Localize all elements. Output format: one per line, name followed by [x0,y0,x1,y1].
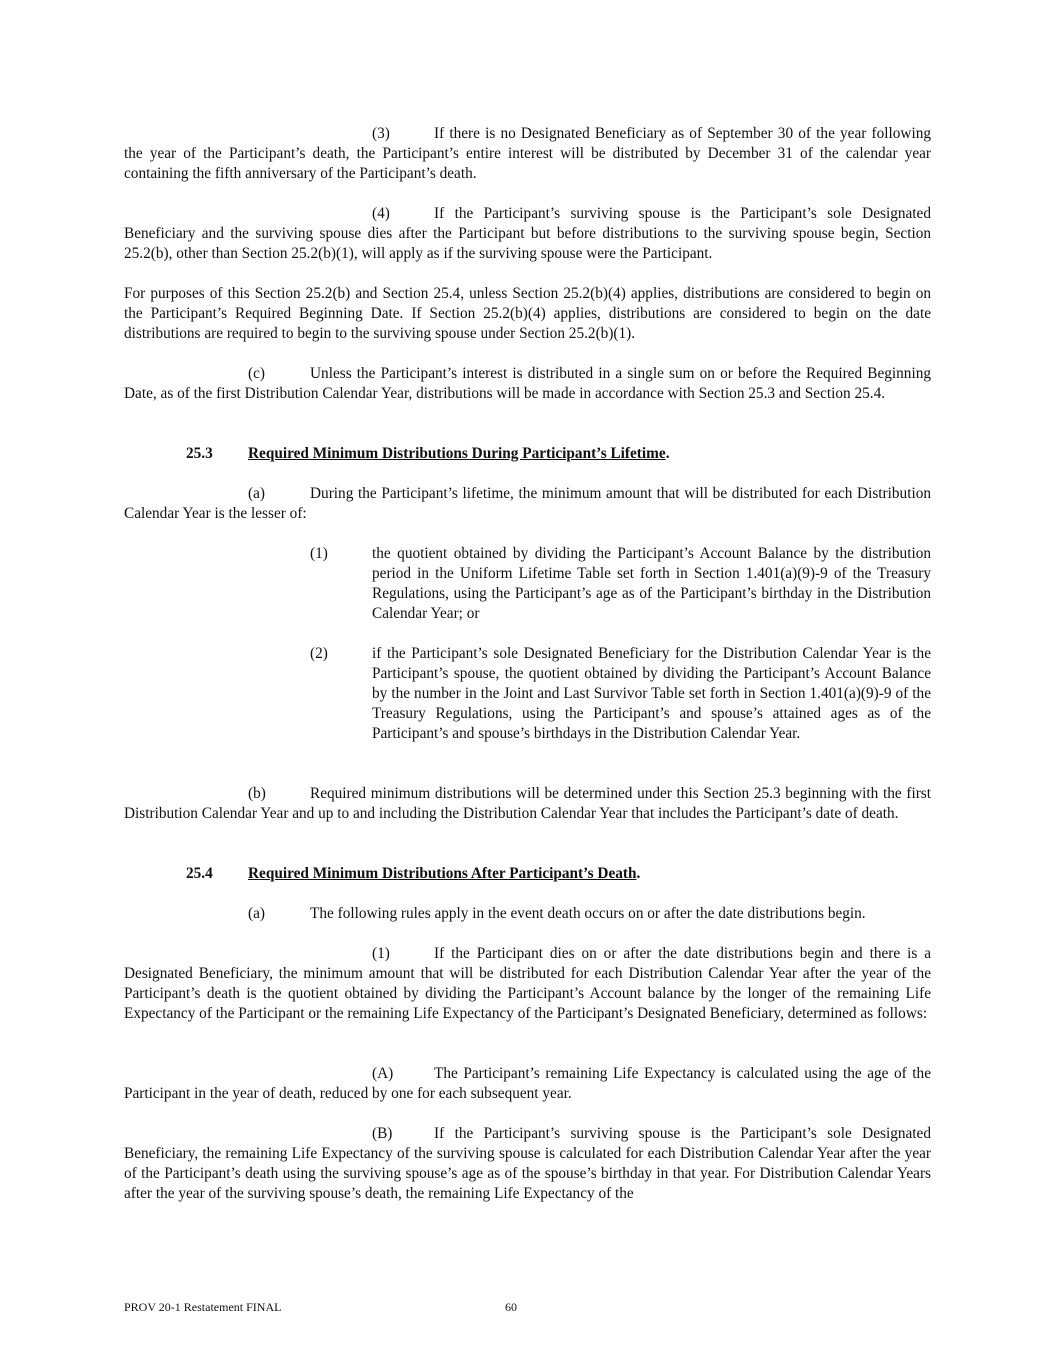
paragraph-25-2-b-4 [124,204,931,264]
paragraph-number: (4) [372,205,390,222]
list-item-number: (2) [310,645,328,662]
paragraph-number: (a) [248,905,265,922]
paragraph-25-4-a-1-A [124,1064,931,1104]
section-heading-25-4: 25.4 Required Minimum Distributions After Participant’s Death. [186,865,641,882]
paragraph-for-purposes [124,284,931,344]
section-heading-25-3: 25.3 Required Minimum Distributions During Participant’s Lifetime. [186,445,670,462]
paragraph-25-4-a-1-B [124,1124,931,1204]
paragraph-text: If the Participant dies on or after the date distributions begin and there is a Designated Beneficiary, the minimum amount that will be distributed for each Distribution Calendar Year after the year of the Participant’s death is the quotient obtained by dividing the Participant’s Account balance by the longer of the remaining Life Expectancy of the Participant or the remaining Life Expectancy of the Participant’s Designated Beneficiary, determined as follows: [124,945,931,1022]
paragraph-text: Required minimum distributions will be determined under this Section 25.3 beginning with the first Distribution Calendar Year and up to and including the Distribution Calendar Year that includes the Participant’s date of death. [124,785,931,822]
paragraph-text: The following rules apply in the event death occurs on or after the date distributions begin. [310,905,866,922]
paragraph-text: During the Participant’s lifetime, the minimum amount that will be distributed for each Distribution Calendar Year is the lesser of: [124,485,931,522]
paragraph-number: (B) [372,1125,393,1142]
section-number: 25.4 [186,865,213,882]
paragraph-text: If the Participant’s surviving spouse is the Participant’s sole Designated Beneficiary, the remaining Life Expectancy of the surviving spouse is calculated for each Distribution Calendar Year after the year of the Participant’s death using the surviving spouse’s age as of the spouse’s birthday in that year. For Distribution Calendar Years after the year of the surviving spouse’s death, the remaining Life Expectancy of the [124,1125,931,1202]
paragraph-text: If the Participant’s surviving spouse is the Participant’s sole Designated Beneficiary and the surviving spouse dies after the Participant but before distributions to the surviving spouse begin, Section 25.2(b), other than Section 25.2(b)(1), will apply as if the surviving spouse were the Participant. [124,205,931,262]
paragraph-number: (b) [248,785,266,802]
paragraph-number: (3) [372,125,390,142]
paragraph-25-2-c [124,364,931,404]
paragraph-text: Unless the Participant’s interest is distributed in a single sum on or before the Required Beginning Date, as of the first Distribution Calendar Year, distributions will be made in accordance with Section 25.3 and Section 25.4. [124,365,931,402]
paragraph-number: (a) [248,485,265,502]
section-title: Required Minimum Distributions After Participant’s Death [248,865,637,882]
paragraph-number: (1) [372,945,390,962]
list-item-25-3-a-2: if the Participant’s sole Designated Beneficiary for the Distribution Calendar Year is the Participant’s spouse, the quotient obtained by dividing the Participant’s Account Balance by the number in the Joint and Last Survivor Table set forth in Section 1.401(a)(9)-9 of the Treasury Regulations, using the Participant’s and spouse’s attained ages as of the Participant’s and spouse’s birthdays in the Distribution Calendar Year. [372,645,931,742]
section-title: Required Minimum Distributions During Participant’s Lifetime [248,445,666,462]
paragraph-25-4-a-1 [124,944,931,1024]
paragraph-number: (A) [372,1065,394,1082]
paragraph-25-4-a [124,904,931,924]
list-item-number: (1) [310,545,328,562]
paragraph-text: The Participant’s remaining Life Expectancy is calculated using the age of the Participant in the year of death, reduced by one for each subsequent year. [124,1065,931,1102]
footer-document-name: PROV 20-1 Restatement FINAL [124,1300,282,1314]
list-item-25-3-a-1: the quotient obtained by dividing the Participant’s Account Balance by the distribution period in the Uniform Lifetime Table set forth in Section 1.401(a)(9)-9 of the Treasury Regulations, using the Participant’s age as of the Participant’s birthday in the Distribution Calendar Year; or [372,545,931,622]
paragraph-text: If there is no Designated Beneficiary as of September 30 of the year following the year of the Participant’s death, the Participant’s entire interest will be distributed by December 31 of the calendar year containing the fifth anniversary of the Participant’s death. [124,125,931,182]
footer-page-number: 60 [505,1300,517,1314]
paragraph-text: For purposes of this Section 25.2(b) and Section 25.4, unless Section 25.2(b)(4) applies, distributions are considered to begin on the Participant’s Required Beginning Date. If Section 25.2(b)(4) applies, distributions are considered to begin on the date distributions are required to begin to the surviving spouse under Section 25.2(b)(1). [124,285,931,342]
paragraph-25-2-b-3 [124,124,931,184]
paragraph-25-3-a [124,484,931,524]
paragraph-number: (c) [248,365,265,382]
paragraph-25-3-b [124,784,931,824]
section-number: 25.3 [186,445,213,462]
